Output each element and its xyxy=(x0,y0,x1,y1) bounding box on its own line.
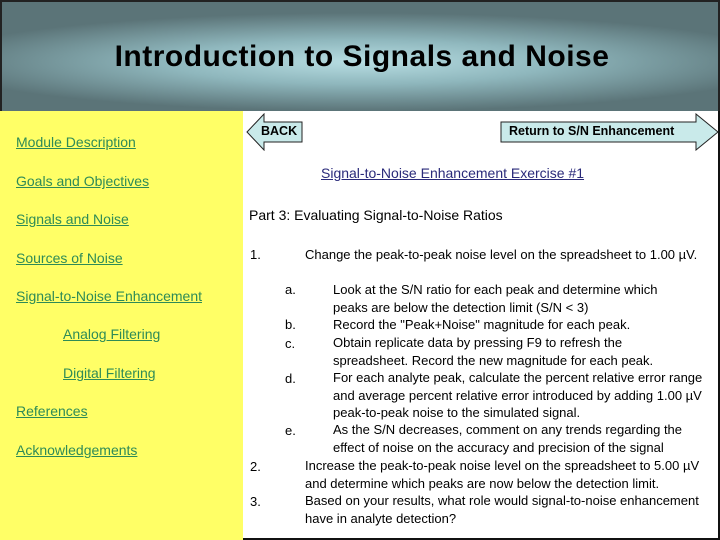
step-text: Based on your results, what role would signal-to-noise enhancement have in analyte detection? xyxy=(305,493,699,526)
step-text: Obtain replicate data by pressing F9 to refresh the spreadsheet. Record the new magnitude for each peak. xyxy=(333,335,654,368)
step-text: Look at the S/N ratio for each peak and determine which peaks are below the detection limit (S/N < 3) xyxy=(333,282,658,315)
sidebar-item-acknowledgements[interactable]: Acknowledgements xyxy=(16,442,138,458)
sidebar-item-signals-noise[interactable]: Signals and Noise xyxy=(16,211,129,227)
sidebar-item-references[interactable]: References xyxy=(16,403,88,419)
sidebar-item-digital-filtering[interactable]: Digital Filtering xyxy=(63,365,156,381)
step-number: 1. xyxy=(250,247,261,262)
header-banner xyxy=(0,0,720,111)
step-number: a. xyxy=(285,282,296,297)
sidebar xyxy=(0,111,243,540)
sidebar-item-sources-noise[interactable]: Sources of Noise xyxy=(16,250,123,266)
step-number: 2. xyxy=(250,459,261,474)
step-number: b. xyxy=(285,317,296,332)
step-text: As the S/N decreases, comment on any trends regarding the effect of noise on the accuracy and precision of the signal xyxy=(333,422,683,455)
exercise-link[interactable]: Signal-to-Noise Enhancement Exercise #1 xyxy=(321,165,585,181)
step-number: 3. xyxy=(250,494,261,509)
back-button[interactable] xyxy=(246,113,304,151)
page-title: Introduction to Signals and Noise xyxy=(114,40,610,73)
step-number: c. xyxy=(285,336,296,351)
return-button[interactable] xyxy=(500,113,720,151)
sidebar-item-analog-filtering[interactable]: Analog Filtering xyxy=(63,326,161,342)
step-number: d. xyxy=(285,371,296,386)
step-text: Record the "Peak+Noise" magnitude for each peak. xyxy=(333,317,631,332)
step-text: Change the peak-to-peak noise level on the spreadsheet to 1.00 µV. xyxy=(305,247,698,262)
part-title: Part 3: Evaluating Signal-to-Noise Ratios xyxy=(249,207,503,223)
step-text: For each analyte peak, calculate the percent relative error range and average percent relative error introduced by adding 1.00 µV peak-to-peak noise to the simulated signal. xyxy=(333,370,703,420)
sidebar-item-sn-enhancement[interactable]: Signal-to-Noise Enhancement xyxy=(16,288,202,304)
step-number: e. xyxy=(285,423,296,438)
back-label: BACK xyxy=(261,124,298,138)
step-text: Increase the peak-to-peak noise level on the spreadsheet to 5.00 µV and determine which peaks are now below the detection limit. xyxy=(305,458,700,491)
sidebar-item-goals[interactable]: Goals and Objectives xyxy=(16,173,150,189)
sidebar-item-module-description[interactable]: Module Description xyxy=(16,134,136,150)
return-label: Return to S/N Enhancement xyxy=(509,124,675,138)
